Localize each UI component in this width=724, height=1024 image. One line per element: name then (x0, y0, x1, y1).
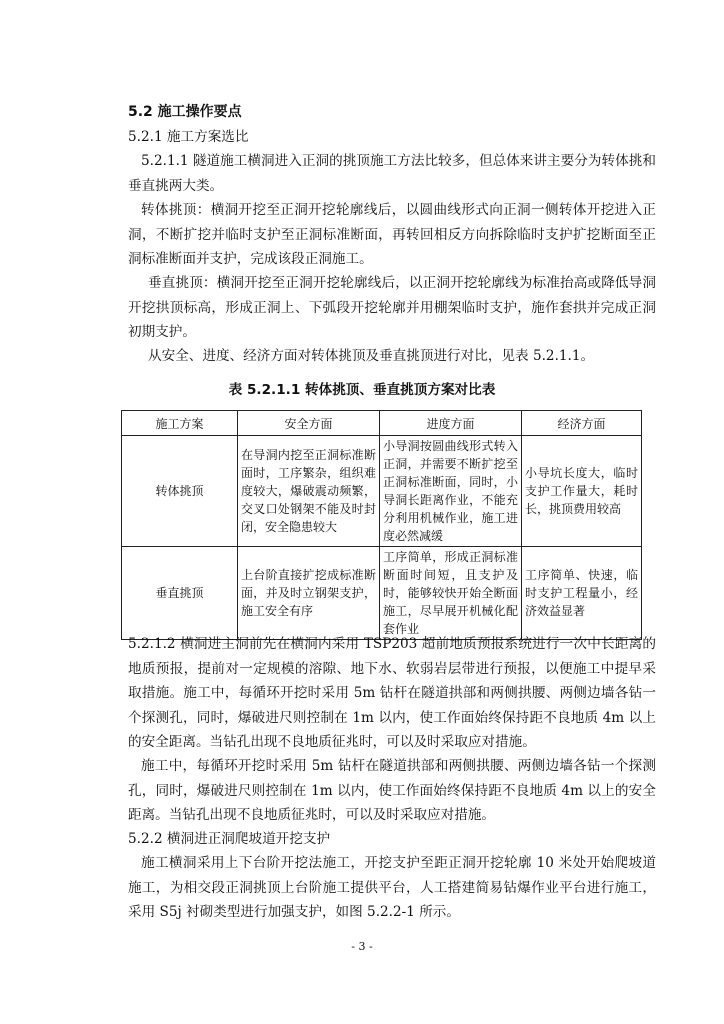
paragraph-comparison-intro: 从安全、进度、经济方面对转体挑顶及垂直挑顶进行对比，见表 5.2.1.1。 (148, 348, 595, 364)
cell-safety: 上台阶直接扩挖成标准断面，并及时立钢架支护，施工安全有序 (238, 547, 380, 640)
paragraph-ramp-construction: 施工横洞采用上下台阶开挖法施工，开挖支护至距正洞开挖轮廓 10 米处开始爬坡道施工，为相交段正洞挑顶上台阶施工提供平台，人工搭建简易钻爆作业平台进行施工，采用 S5j 衬砌类型进行加强支护，如图 5.2.2-1 所示。 (128, 855, 656, 920)
paragraph-rotation-method: 转体挑顶：横洞开挖至正洞开挖轮廓线后，以圆曲线形式向正洞一侧转体开挖进入正洞，不断扩挖并临时支护至正洞标准断面，再转回相反方向拆除临时支护扩挖断面至正洞标准断面并支护，完成该段正洞施工。 (128, 202, 656, 267)
comparison-table (121, 410, 642, 640)
section-heading-5-2: 5.2 施工操作要点 (128, 104, 242, 120)
cell-scheme: 转体挑顶 (122, 436, 238, 547)
paragraph-drilling: 施工中，每循环开挖时采用 5m 钻杆在隧道拱部和两侧拱腰、两侧边墙各钻一个探测孔，同时，爆破进尺则控制在 1m 以内，使工作面始终保持距不良地质 4m 以上的安全距离。当钻孔出现不良地质征兆时，可以及时采取应对措施。 (128, 758, 656, 823)
cell-safety: 在导洞内挖至正洞标准断面时，工序繁杂，组织难度较大，爆破震动频繁，交叉口处钢架不能及时封闭，安全隐患较大 (238, 436, 380, 547)
cell-progress: 工序简单，形成正洞标准断面时间短，且支护及时，能够较快开始全断面施工，尽早展开机械化配套作业 (380, 547, 522, 640)
table-row (122, 547, 642, 640)
paragraph-vertical-method: 垂直挑顶：横洞开挖至正洞开挖轮廓线后，以正洞开挖轮廓线为标准抬高或降低导洞开挖拱顶标高，形成正洞上、下弧段开挖轮廓并用棚架临时支护，施作套拱并完成正洞初期支护。 (128, 275, 656, 340)
header-scheme: 施工方案 (122, 411, 238, 436)
header-progress: 进度方面 (380, 411, 522, 436)
section-heading-5-2-2: 5.2.2 横洞进正洞爬坡道开挖支护 (128, 831, 331, 847)
header-safety: 安全方面 (238, 411, 380, 436)
paragraph-5-2-1-1: 5.2.1.1 隧道施工横洞进入正洞的挑顶施工方法比较多，但总体来讲主要分为转体挑和垂直挑两大类。 (128, 153, 656, 194)
cell-economy: 工序简单、快速，临时支护工程量小，经济效益显著 (522, 547, 642, 640)
header-economy: 经济方面 (522, 411, 642, 436)
cell-scheme: 垂直挑顶 (122, 547, 238, 640)
section-heading-5-2-1: 5.2.1 施工方案选比 (128, 129, 249, 145)
page-number: - 3 - (351, 940, 373, 953)
table-row (122, 436, 642, 547)
table-caption: 表 5.2.1.1 转体挑顶、垂直挑顶方案对比表 (228, 382, 496, 398)
paragraph-5-2-1-2: 5.2.1.2 横洞进主洞前先在横洞内采用 TSP203 超前地质预报系统进行一次中长距离的地质预报，提前对一定规模的溶隙、地下水、软弱岩层带进行预报，以便施工中提早采取措施。施工中，每循环开挖时采用 5m 钻杆在隧道拱部和两侧拱腰、两侧边墙各钻一个探测孔，同时，爆破进尺则控制在 1m 以内，使工作面始终保持距不良地质 4m 以上的安全距离。当钻孔出现不良地质征兆时，可以及时采取应对措施。 (128, 636, 656, 750)
table-header-row (122, 411, 642, 436)
cell-economy: 小导坑长度大，临时支护工作量大，耗时长，挑顶费用较高 (522, 436, 642, 547)
cell-progress: 小导洞按圆曲线形式转入正洞，并需要不断扩挖至正洞标准断面，同时，小导洞长距离作业，不能充分利用机械作业，施工进度必然减缓 (380, 436, 522, 547)
